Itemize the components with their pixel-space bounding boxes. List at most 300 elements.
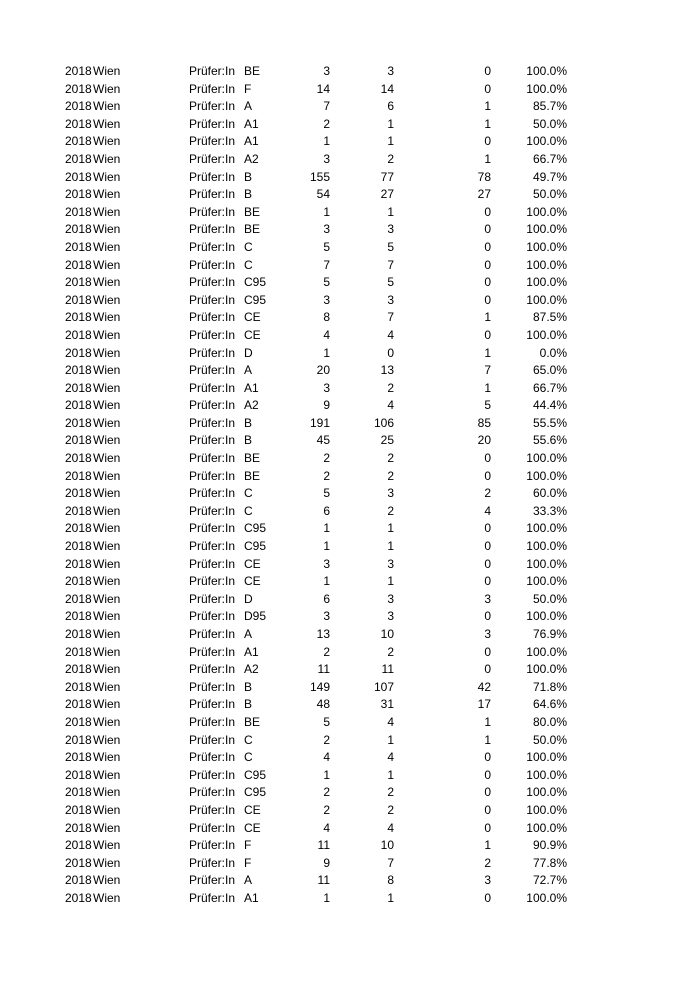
total-count-cell: 8 [323, 310, 330, 325]
pass-rate-cell: 100.0% [526, 134, 567, 149]
role-cell: Prüfer:In [189, 503, 236, 518]
total-count-cell: 2 [323, 802, 330, 817]
total-count-cell: 45 [316, 433, 330, 448]
failed-count-cell: 0 [484, 292, 491, 307]
total-count-cell: 13 [316, 627, 330, 641]
passed-count-cell: 13 [380, 363, 394, 378]
table-row [0, 802, 700, 820]
year-cell: 2018 [65, 451, 92, 466]
role-cell: Prüfer:In [189, 275, 236, 290]
role-cell: Prüfer:In [189, 169, 236, 184]
city-cell: Wien [93, 556, 121, 571]
passed-count-cell: 1 [387, 539, 394, 554]
license-class-cell: C95 [244, 785, 267, 800]
year-cell: 2018 [65, 468, 92, 483]
table-row [0, 855, 700, 873]
role-cell: Prüfer:In [189, 767, 236, 782]
pass-rate-cell: 100.0% [526, 468, 567, 483]
total-count-cell: 1 [323, 345, 330, 360]
role-cell: Prüfer:In [189, 257, 236, 272]
license-class-cell: C95 [244, 521, 267, 536]
failed-count-cell: 0 [484, 257, 491, 272]
passed-count-cell: 3 [387, 222, 394, 237]
role-cell: Prüfer:In [189, 187, 236, 202]
failed-count-cell: 3 [484, 591, 491, 606]
table-row [0, 204, 700, 222]
table-row [0, 239, 700, 257]
license-class-cell: CE [244, 310, 261, 325]
total-count-cell: 7 [323, 99, 330, 114]
table-row [0, 749, 700, 767]
license-class-cell: BE [244, 222, 261, 237]
city-cell: Wien [93, 820, 121, 835]
license-class-cell: BE [244, 204, 261, 219]
year-cell: 2018 [65, 890, 92, 905]
failed-count-cell: 2 [484, 486, 491, 501]
passed-count-cell: 1 [387, 134, 394, 149]
year-cell: 2018 [65, 222, 92, 237]
total-count-cell: 3 [323, 151, 330, 166]
role-cell: Prüfer:In [189, 873, 236, 888]
total-count-cell: 20 [316, 363, 330, 378]
pass-rate-cell: 100.0% [526, 292, 567, 307]
failed-count-cell: 0 [484, 204, 491, 219]
table-row [0, 520, 700, 538]
year-cell: 2018 [65, 767, 92, 782]
role-cell: Prüfer:In [189, 451, 236, 466]
year-cell: 2018 [65, 310, 92, 325]
total-count-cell: 2 [323, 451, 330, 466]
year-cell: 2018 [65, 275, 92, 290]
city-cell: Wien [93, 574, 121, 589]
failed-count-cell: 1 [484, 151, 491, 166]
pass-rate-cell: 66.7% [532, 380, 567, 395]
license-class-cell: F [244, 838, 252, 853]
passed-count-cell: 25 [380, 433, 394, 448]
pass-rate-cell: 72.7% [532, 873, 567, 888]
table-row [0, 221, 700, 239]
pass-rate-cell: 100.0% [526, 750, 567, 765]
pass-rate-cell: 100.0% [526, 239, 567, 254]
city-cell: Wien [93, 363, 121, 378]
pass-rate-cell: 100.0% [526, 609, 567, 624]
passed-count-cell: 1 [387, 116, 394, 131]
role-cell: Prüfer:In [189, 486, 236, 501]
passed-count-cell: 5 [387, 275, 394, 290]
table-row [0, 820, 700, 838]
pass-rate-cell: 100.0% [526, 574, 567, 589]
role-cell: Prüfer:In [189, 99, 236, 114]
total-count-cell: 1 [323, 574, 330, 589]
role-cell: Prüfer:In [189, 609, 236, 624]
city-cell: Wien [93, 327, 121, 342]
license-class-cell: C [244, 750, 253, 765]
table-row [0, 274, 700, 292]
pass-rate-cell: 50.0% [532, 591, 567, 606]
total-count-cell: 9 [323, 398, 330, 413]
table-row [0, 345, 700, 363]
passed-count-cell: 4 [387, 750, 394, 765]
failed-count-cell: 0 [484, 556, 491, 571]
role-cell: Prüfer:In [189, 820, 236, 835]
city-cell: Wien [93, 714, 121, 729]
year-cell: 2018 [65, 679, 92, 694]
city-cell: Wien [93, 591, 121, 606]
license-class-cell: C95 [244, 292, 267, 307]
license-class-cell: C [244, 486, 253, 501]
pass-rate-cell: 100.0% [526, 644, 567, 659]
total-count-cell: 2 [323, 785, 330, 800]
failed-count-cell: 1 [484, 838, 491, 853]
table-row [0, 292, 700, 310]
total-count-cell: 1 [323, 204, 330, 219]
pass-rate-cell: 87.5% [532, 310, 567, 325]
city-cell: Wien [93, 468, 121, 483]
failed-count-cell: 17 [477, 697, 491, 712]
license-class-cell: F [244, 81, 252, 96]
role-cell: Prüfer:In [189, 556, 236, 571]
pass-rate-cell: 90.9% [532, 838, 567, 853]
failed-count-cell: 0 [484, 802, 491, 817]
passed-count-cell: 4 [387, 714, 394, 729]
city-cell: Wien [93, 767, 121, 782]
year-cell: 2018 [65, 873, 92, 888]
role-cell: Prüfer:In [189, 890, 236, 905]
city-cell: Wien [93, 873, 121, 888]
table-row [0, 784, 700, 802]
year-cell: 2018 [65, 134, 92, 149]
passed-count-cell: 3 [387, 64, 394, 78]
role-cell: Prüfer:In [189, 679, 236, 694]
total-count-cell: 2 [323, 644, 330, 659]
city-cell: Wien [93, 627, 121, 641]
city-cell: Wien [93, 802, 121, 817]
passed-count-cell: 27 [380, 187, 394, 202]
table-row [0, 98, 700, 116]
year-cell: 2018 [65, 169, 92, 184]
pass-rate-cell: 85.7% [532, 99, 567, 114]
pass-rate-cell: 100.0% [526, 64, 567, 78]
city-cell: Wien [93, 539, 121, 554]
failed-count-cell: 4 [484, 503, 491, 518]
license-class-cell: CE [244, 327, 261, 342]
failed-count-cell: 1 [484, 732, 491, 747]
passed-count-cell: 10 [380, 838, 394, 853]
passed-count-cell: 2 [387, 802, 394, 817]
failed-count-cell: 0 [484, 539, 491, 554]
license-class-cell: A1 [244, 890, 259, 905]
pass-rate-cell: 50.0% [532, 732, 567, 747]
passed-count-cell: 1 [387, 574, 394, 589]
pass-rate-cell: 100.0% [526, 820, 567, 835]
total-count-cell: 3 [323, 380, 330, 395]
license-class-cell: BE [244, 451, 261, 466]
total-count-cell: 54 [316, 187, 330, 202]
city-cell: Wien [93, 521, 121, 536]
city-cell: Wien [93, 169, 121, 184]
table-row [0, 169, 700, 187]
license-class-cell: D [244, 591, 253, 606]
role-cell: Prüfer:In [189, 433, 236, 448]
passed-count-cell: 3 [387, 556, 394, 571]
failed-count-cell: 0 [484, 451, 491, 466]
year-cell: 2018 [65, 539, 92, 554]
table-row [0, 591, 700, 609]
total-count-cell: 3 [323, 556, 330, 571]
table-row [0, 432, 700, 450]
license-class-cell: A2 [244, 151, 259, 166]
table-row [0, 661, 700, 679]
total-count-cell: 4 [323, 327, 330, 342]
city-cell: Wien [93, 292, 121, 307]
year-cell: 2018 [65, 99, 92, 114]
total-count-cell: 191 [309, 415, 330, 430]
pass-rate-cell: 0.0% [539, 345, 567, 360]
failed-count-cell: 0 [484, 81, 491, 96]
year-cell: 2018 [65, 785, 92, 800]
license-class-cell: A1 [244, 134, 259, 149]
table-row [0, 450, 700, 468]
passed-count-cell: 3 [387, 609, 394, 624]
failed-count-cell: 1 [484, 310, 491, 325]
passed-count-cell: 1 [387, 890, 394, 905]
failed-count-cell: 0 [484, 785, 491, 800]
role-cell: Prüfer:In [189, 81, 236, 96]
failed-count-cell: 0 [484, 222, 491, 237]
pass-rate-cell: 50.0% [532, 187, 567, 202]
total-count-cell: 5 [323, 275, 330, 290]
city-cell: Wien [93, 239, 121, 254]
license-class-cell: B [244, 415, 253, 430]
failed-count-cell: 7 [484, 363, 491, 378]
failed-count-cell: 0 [484, 767, 491, 782]
license-class-cell: C [244, 503, 253, 518]
pass-rate-cell: 55.5% [532, 415, 567, 430]
city-cell: Wien [93, 890, 121, 905]
city-cell: Wien [93, 204, 121, 219]
table-row [0, 362, 700, 380]
year-cell: 2018 [65, 838, 92, 853]
role-cell: Prüfer:In [189, 644, 236, 659]
city-cell: Wien [93, 398, 121, 413]
passed-count-cell: 7 [387, 257, 394, 272]
role-cell: Prüfer:In [189, 345, 236, 360]
failed-count-cell: 1 [484, 380, 491, 395]
passed-count-cell: 1 [387, 521, 394, 536]
year-cell: 2018 [65, 574, 92, 589]
role-cell: Prüfer:In [189, 574, 236, 589]
pass-rate-cell: 100.0% [526, 539, 567, 554]
license-class-cell: BE [244, 468, 261, 483]
table-row [0, 626, 700, 644]
pass-rate-cell: 77.8% [532, 855, 567, 870]
table-row [0, 485, 700, 503]
failed-count-cell: 0 [484, 890, 491, 905]
role-cell: Prüfer:In [189, 310, 236, 325]
passed-count-cell: 1 [387, 732, 394, 747]
city-cell: Wien [93, 644, 121, 659]
year-cell: 2018 [65, 116, 92, 131]
total-count-cell: 5 [323, 714, 330, 729]
license-class-cell: CE [244, 574, 261, 589]
total-count-cell: 4 [323, 750, 330, 765]
pass-rate-cell: 66.7% [532, 151, 567, 166]
total-count-cell: 3 [323, 64, 330, 78]
passed-count-cell: 2 [387, 468, 394, 483]
total-count-cell: 6 [323, 591, 330, 606]
license-class-cell: D95 [244, 609, 267, 624]
total-count-cell: 11 [317, 662, 330, 677]
total-count-cell: 5 [323, 486, 330, 501]
city-cell: Wien [93, 187, 121, 202]
failed-count-cell: 3 [484, 627, 491, 641]
role-cell: Prüfer:In [189, 204, 236, 219]
license-class-cell: A1 [244, 116, 259, 131]
failed-count-cell: 0 [484, 64, 491, 78]
failed-count-cell: 78 [477, 169, 491, 184]
city-cell: Wien [93, 380, 121, 395]
year-cell: 2018 [65, 345, 92, 360]
city-cell: Wien [93, 151, 121, 166]
table-row [0, 116, 700, 134]
year-cell: 2018 [65, 521, 92, 536]
year-cell: 2018 [65, 327, 92, 342]
city-cell: Wien [93, 257, 121, 272]
total-count-cell: 1 [323, 134, 330, 149]
table-row [0, 503, 700, 521]
city-cell: Wien [93, 679, 121, 694]
failed-count-cell: 1 [484, 116, 491, 131]
pass-rate-cell: 71.8% [532, 679, 567, 694]
pass-rate-cell: 100.0% [526, 662, 567, 677]
license-class-cell: B [244, 187, 253, 202]
city-cell: Wien [93, 486, 121, 501]
role-cell: Prüfer:In [189, 363, 236, 378]
city-cell: Wien [93, 134, 121, 149]
role-cell: Prüfer:In [189, 415, 236, 430]
passed-count-cell: 5 [387, 239, 394, 254]
table-row [0, 186, 700, 204]
table-row [0, 257, 700, 275]
pass-rate-cell: 100.0% [526, 257, 567, 272]
failed-count-cell: 0 [484, 239, 491, 254]
failed-count-cell: 1 [484, 99, 491, 114]
license-class-cell: C95 [244, 767, 267, 782]
pass-rate-cell: 33.3% [532, 503, 567, 518]
city-cell: Wien [93, 838, 121, 853]
table-row [0, 538, 700, 556]
passed-count-cell: 2 [387, 785, 394, 800]
license-class-cell: B [244, 679, 253, 694]
total-count-cell: 14 [316, 81, 330, 96]
passed-count-cell: 31 [380, 697, 394, 712]
passed-count-cell: 7 [387, 310, 394, 325]
year-cell: 2018 [65, 363, 92, 378]
license-class-cell: A2 [244, 662, 259, 677]
table-row [0, 556, 700, 574]
year-cell: 2018 [65, 627, 92, 641]
failed-count-cell: 20 [477, 433, 491, 448]
year-cell: 2018 [65, 697, 92, 712]
passed-count-cell: 10 [380, 627, 394, 641]
year-cell: 2018 [65, 556, 92, 571]
failed-count-cell: 5 [484, 398, 491, 413]
license-class-cell: D [244, 345, 253, 360]
failed-count-cell: 0 [484, 468, 491, 483]
total-count-cell: 149 [309, 679, 330, 694]
table-row [0, 327, 700, 345]
passed-count-cell: 106 [373, 415, 394, 430]
pass-rate-cell: 50.0% [532, 116, 567, 131]
license-class-cell: B [244, 433, 253, 448]
table-row [0, 837, 700, 855]
table-row [0, 767, 700, 785]
failed-count-cell: 0 [484, 644, 491, 659]
failed-count-cell: 0 [484, 275, 491, 290]
role-cell: Prüfer:In [189, 380, 236, 395]
passed-count-cell: 7 [387, 855, 394, 870]
year-cell: 2018 [65, 503, 92, 518]
total-count-cell: 3 [323, 222, 330, 237]
role-cell: Prüfer:In [189, 750, 236, 765]
role-cell: Prüfer:In [189, 785, 236, 800]
role-cell: Prüfer:In [189, 539, 236, 554]
passed-count-cell: 4 [387, 820, 394, 835]
total-count-cell: 1 [323, 767, 330, 782]
year-cell: 2018 [65, 609, 92, 624]
table-row [0, 679, 700, 697]
passed-count-cell: 2 [387, 503, 394, 518]
table-row [0, 573, 700, 591]
total-count-cell: 6 [323, 503, 330, 518]
license-class-cell: A2 [244, 398, 259, 413]
pass-rate-cell: 49.7% [532, 169, 567, 184]
city-cell: Wien [93, 697, 121, 712]
table-row [0, 872, 700, 890]
data-table [0, 63, 700, 908]
city-cell: Wien [93, 451, 121, 466]
table-row [0, 397, 700, 415]
city-cell: Wien [93, 750, 121, 765]
failed-count-cell: 1 [484, 345, 491, 360]
year-cell: 2018 [65, 802, 92, 817]
table-row [0, 81, 700, 99]
role-cell: Prüfer:In [189, 732, 236, 747]
table-row [0, 380, 700, 398]
license-class-cell: BE [244, 64, 261, 78]
license-class-cell: CE [244, 802, 261, 817]
license-class-cell: CE [244, 556, 261, 571]
year-cell: 2018 [65, 398, 92, 413]
city-cell: Wien [93, 64, 121, 78]
role-cell: Prüfer:In [189, 292, 236, 307]
role-cell: Prüfer:In [189, 714, 236, 729]
total-count-cell: 3 [323, 292, 330, 307]
pass-rate-cell: 100.0% [526, 327, 567, 342]
pass-rate-cell: 76.9% [532, 627, 567, 641]
license-class-cell: C95 [244, 539, 267, 554]
table-row [0, 63, 700, 81]
year-cell: 2018 [65, 732, 92, 747]
year-cell: 2018 [65, 81, 92, 96]
city-cell: Wien [93, 415, 121, 430]
year-cell: 2018 [65, 151, 92, 166]
role-cell: Prüfer:In [189, 855, 236, 870]
total-count-cell: 5 [323, 239, 330, 254]
passed-count-cell: 2 [387, 644, 394, 659]
total-count-cell: 1 [323, 539, 330, 554]
license-class-cell: F [244, 855, 252, 870]
